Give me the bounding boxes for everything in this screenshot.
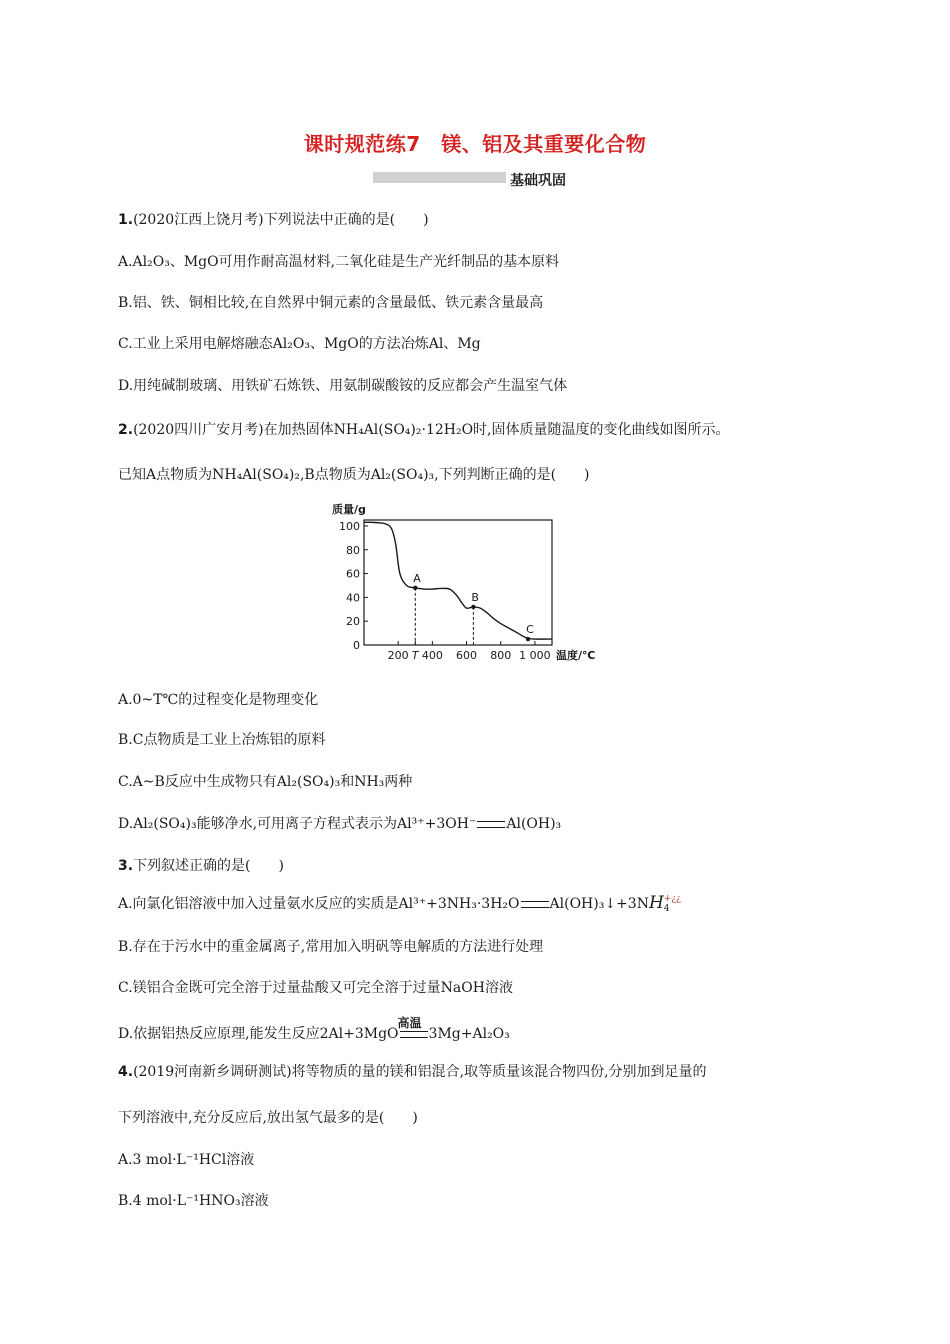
question-4-stem-continued: 下列溶液中,充分反应后,放出氢气最多的是( ) <box>118 1110 418 1126</box>
question-1-stem <box>118 210 429 230</box>
question-3-option-b: B.存在于污水中的重金属离子,常用加入明矾等电解质的方法进行处理 <box>118 939 544 955</box>
ion-symbol: H <box>648 893 664 913</box>
equation-left: D.依据铝热反应原理,能发生反应2Al+3MgO <box>118 1026 399 1042</box>
equation-right: Al(OH)₃↓+3N <box>549 896 649 912</box>
question-2-stem <box>118 420 730 440</box>
reaction-condition: 高温 <box>397 1015 422 1030</box>
y-tick-label: 60 <box>346 567 360 581</box>
x-tick-label: 400 <box>421 649 443 662</box>
question-2-option-a: A.0~T℃的过程变化是物理变化 <box>118 692 319 708</box>
y-tick-label: 20 <box>346 615 360 629</box>
ion-superscript: +¿¿ <box>663 894 681 904</box>
equals-sign <box>521 901 549 908</box>
point-a-marker <box>413 586 417 590</box>
plot-frame <box>364 520 552 645</box>
question-number: 1. <box>118 212 134 228</box>
x-tick-label: T <box>411 649 419 662</box>
page-title: 课时规范练7 镁、铝及其重要化合物 <box>303 132 647 156</box>
mass-temperature-chart <box>330 500 620 670</box>
question-1-option-b: B.铝、铁、铜相比较,在自然界中铜元素的含量最低、铁元素含量最高 <box>118 295 544 311</box>
ion-subscript: 4 <box>663 904 670 914</box>
equals-sign <box>477 821 505 828</box>
question-number: 2. <box>118 422 134 438</box>
question-4-option-b: B.4 mol·L⁻¹HNO₃溶液 <box>118 1193 269 1209</box>
mass-curve <box>364 522 552 639</box>
x-axis-label: 温度/℃ <box>556 649 596 662</box>
question-text: (2019河南新乡调研测试)将等物质的量的镁和铝混合,取等质量该混合物四份,分别加到足量的 <box>133 1064 707 1080</box>
question-1-option-d: D.用纯碱制玻璃、用铁矿石炼铁、用氨制碳酸铵的反应都会产生温室气体 <box>118 378 568 394</box>
equation-left: A.向氯化铝溶液中加入过量氨水反应的实质是Al³⁺+3NH₃·3H₂O <box>118 896 520 912</box>
question-3-stem <box>118 856 284 876</box>
point-c-marker <box>526 637 530 641</box>
question-text: (2020江西上饶月考)下列说法中正确的是( ) <box>133 212 429 228</box>
section-title: 基础巩固 <box>510 173 566 189</box>
question-2-stem-continued: 已知A点物质为NH₄Al(SO₄)₂,B点物质为Al₂(SO₄)₃,下列判断正确的是( ) <box>118 467 590 483</box>
question-3-option-d <box>118 1015 510 1044</box>
question-1-option-c: C.工业上采用电解熔融态Al₂O₃、MgO的方法冶炼Al、Mg <box>118 336 481 352</box>
question-2-option-c: C.A~B反应中生成物只有Al₂(SO₄)₃和NH₃两种 <box>118 774 413 790</box>
x-tick-label: 600 <box>456 649 478 662</box>
y-tick-label: 80 <box>346 543 360 557</box>
question-text: 下列叙述正确的是( ) <box>133 858 284 874</box>
question-2-option-d <box>118 814 561 834</box>
x-tick-label: 200 <box>387 649 409 662</box>
question-number: 4. <box>118 1064 134 1080</box>
point-a-label: A <box>413 571 421 585</box>
question-1-option-a: A.Al₂O₃、MgO可用作耐高温材料,二氧化硅是生产光纤制品的基本原料 <box>118 254 560 270</box>
question-number: 3. <box>118 858 134 874</box>
point-c-label: C <box>526 623 534 637</box>
section-divider-bar <box>373 172 506 183</box>
question-3-option-a <box>118 893 681 914</box>
question-2-option-b: B.C点物质是工业上冶炼铝的原料 <box>118 732 326 748</box>
y-tick-label: 40 <box>346 591 360 605</box>
point-b-marker <box>471 605 475 609</box>
question-3-option-c: C.镁铝合金既可完全溶于过量盐酸又可完全溶于过量NaOH溶液 <box>118 980 513 996</box>
question-4-option-a: A.3 mol·L⁻¹HCl溶液 <box>118 1152 255 1168</box>
question-text: (2020四川广安月考)在加热固体NH₄Al(SO₄)₂·12H₂O时,固体质量随温度的变化曲线如图所示。 <box>133 422 730 438</box>
equation-right: 3Mg+Al₂O₃ <box>428 1026 510 1042</box>
y-axis-label: 质量/g <box>332 503 366 516</box>
x-tick-label: 800 <box>490 649 512 662</box>
x-tick-label: 1 000 <box>519 649 551 662</box>
equals-sign-with-condition <box>397 1015 428 1038</box>
question-4-stem <box>118 1062 707 1082</box>
equation-right: Al(OH)₃ <box>506 816 562 832</box>
y-tick-label: 0 <box>353 639 360 652</box>
point-b-label: B <box>471 590 479 604</box>
equation-left: D.Al₂(SO₄)₃能够净水,可用离子方程式表示为Al³⁺+3OH⁻ <box>118 816 477 832</box>
y-tick-label: 100 <box>339 519 360 533</box>
